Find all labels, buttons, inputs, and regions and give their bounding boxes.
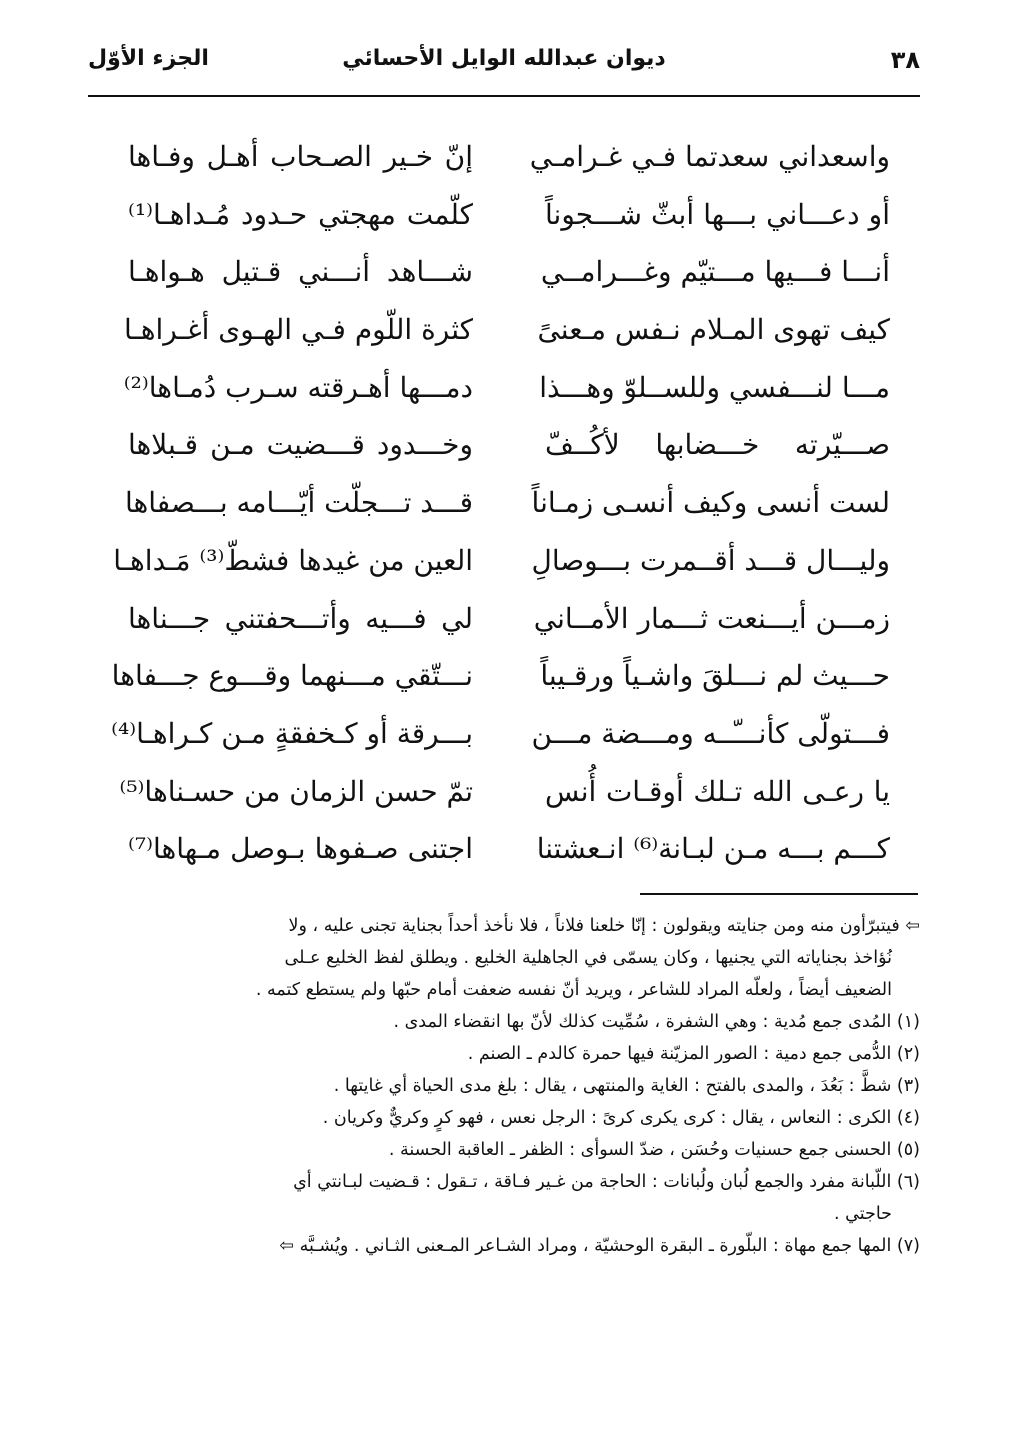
- verse-first-hemistich: أو دعـــاني بـــها أبثّ شـــجوناً: [545, 197, 890, 231]
- footnote-5: (٥) الحسنى جمع حسنيات وحُسَن ، ضدّ السوأى : الظفر ـ العاقبة الحسنة .: [388, 1140, 920, 1160]
- verse: [88, 474, 920, 532]
- verse: [88, 647, 920, 705]
- verse-second-hemistich: كثرة اللّوم فـي الهـوى أغـراهـا: [124, 313, 473, 347]
- verse: [88, 763, 920, 821]
- verse-first-hemistich: لست أنسى وكيف أنسـى زمـاناً: [531, 486, 890, 520]
- verse: [88, 186, 920, 244]
- footnote-line: ⇦ فيتبرّأون منه ومن جنايته ويقولون : إنّا خلعنا فلاناً ، فلا نأخذ أحداً بجناية تجنى عليه ، ولا: [288, 916, 920, 936]
- verse-first-hemistich: كيف تهوى المـلام نـفس مـعنىً: [537, 313, 890, 347]
- footnote-1: (١) المُدى جمع مُدية : وهي الشفرة ، سُمِّيت كذلك لأنّ بها انقضاء المدى .: [393, 1012, 920, 1032]
- verse: [88, 301, 920, 359]
- verse-first-hemistich: فـــتولّى كأنـــّــه ومـــضة مـــن: [531, 716, 890, 750]
- verse: [88, 532, 920, 590]
- footnote-2: (٢) الدُّمى جمع دمية : الصور المزيّنة فيها حمرة كالدم ـ الصنم .: [467, 1044, 920, 1064]
- page-number: ٣٨: [890, 46, 920, 74]
- verse-second-hemistich: العين من غيدها فشطّ⁽³⁾ مَـداهـا: [113, 543, 473, 577]
- verse-second-hemistich: بـــرقة أو كـخفقةٍ مـن كـراهـا⁽⁴⁾: [111, 716, 473, 750]
- footnote-7: (٧) المها جمع مهاة : البلّورة ـ البقرة الوحشيّة ، ومراد الشـاعر المـعنى الثـاني . ويُشـبَّه ⇦: [279, 1236, 920, 1256]
- verse-first-hemistich: أنـــا فـــيها مـــتيّم وغـــرامــي: [540, 255, 890, 289]
- header-rule: [88, 95, 920, 97]
- verse: [88, 820, 920, 878]
- footnote-3: (٣) شطَّ : بَعُدَ ، والمدى بالفتح : الغاية والمنتهى ، يقال : بلغ مدى الحياة أي غايتها .: [333, 1076, 920, 1096]
- footnote-4: (٤) الكرى : النعاس ، يقال : كرى يكرى كرىً : الرجل نعس ، فهو كرٍ وكريٌّ وكريان .: [322, 1108, 920, 1128]
- verse-second-hemistich: دمـــها أهـرقته سـرب دُمـاها⁽²⁾: [123, 370, 473, 404]
- verse: [88, 416, 920, 474]
- footnote-line: نُؤاخذ بجناياته التي يجنيها ، وكان يسمّى في الجاهلية الخليع . ويطلق لفظ الخليع عـلى: [284, 948, 892, 968]
- verse-second-hemistich: لي فـــيه وأتـــحفتني جـــناها: [128, 601, 473, 635]
- page-header: [88, 40, 920, 90]
- footnotes: [88, 910, 920, 1262]
- footnote-separator: [640, 893, 918, 895]
- verse-first-hemistich: يا رعـى الله تـلك أوقـات أُنس: [545, 774, 890, 808]
- book-title: ديوان عبدالله الوايل الأحسائي: [342, 46, 666, 71]
- footnote-6: (٦) اللّبانة مفرد والجمع لُبان ولُبانات : الحاجة من غـير فـاقة ، تـقول : قـضيت لبـانتي أي: [293, 1172, 920, 1192]
- verse-first-hemistich: مـــا لنـــفسي وللســلوّ وهـــذا: [539, 370, 890, 404]
- verse-second-hemistich: كلّمت مهجتي حـدود مُـداهـا⁽¹⁾: [128, 197, 473, 231]
- verse-first-hemistich: صـــيّرته خـــضابها لأكُــفّ: [545, 428, 890, 462]
- verse-second-hemistich: اجتنى صـفوها بـوصل مـهاها⁽⁷⁾: [128, 832, 473, 866]
- verse-first-hemistich: كـــم بـــه مـن لبـانة⁽⁶⁾ انـعشتنا: [536, 832, 890, 866]
- verse-first-hemistich: زمـــن أيـــنعت ثـــمار الأمــاني: [533, 601, 890, 635]
- verse: [88, 359, 920, 417]
- verse-second-hemistich: وخـــدود قـــضيت مـن قـبلاها: [128, 428, 473, 462]
- verse-first-hemistich: واسعداني سعدتما فـي غـرامـي: [529, 140, 890, 173]
- verse: [88, 590, 920, 648]
- part-label: الجزء الأوّل: [88, 46, 209, 71]
- footnote-6-continuation: حاجتي .: [834, 1204, 892, 1224]
- verse-second-hemistich: قـــد تـــجلّت أيّـــامه بـــصفاها: [124, 486, 473, 520]
- verse-second-hemistich: نـــتّقي مـــنهما وقـــوع جـــفاها: [111, 659, 473, 693]
- footnote-line: الضعيف أيضاً ، ولعلّه المراد للشاعر ، ويريد أنّ نفسه ضعفت أمام حبّها ولم يستطع كتمه .: [255, 980, 892, 1000]
- verse: [88, 128, 920, 186]
- poem: [88, 128, 920, 878]
- verse-first-hemistich: حـــيث لم نـــلقَ واشـياً ورقـيباً: [540, 659, 890, 693]
- verse-second-hemistich: تمّ حسن الزمان من حسـناها⁽⁵⁾: [119, 774, 473, 808]
- verse-first-hemistich: وليـــال قـــد أقــمرت بـــوصالِ: [531, 543, 890, 577]
- verse-second-hemistich: شـــاهد أنـــني قـتيل هـواهـا: [128, 255, 473, 289]
- verse: [88, 705, 920, 763]
- verse-second-hemistich: إنّ خـير الصـحاب أهـل وفـاها: [128, 140, 473, 173]
- verse: [88, 243, 920, 301]
- footnote-continuation: [88, 910, 920, 1006]
